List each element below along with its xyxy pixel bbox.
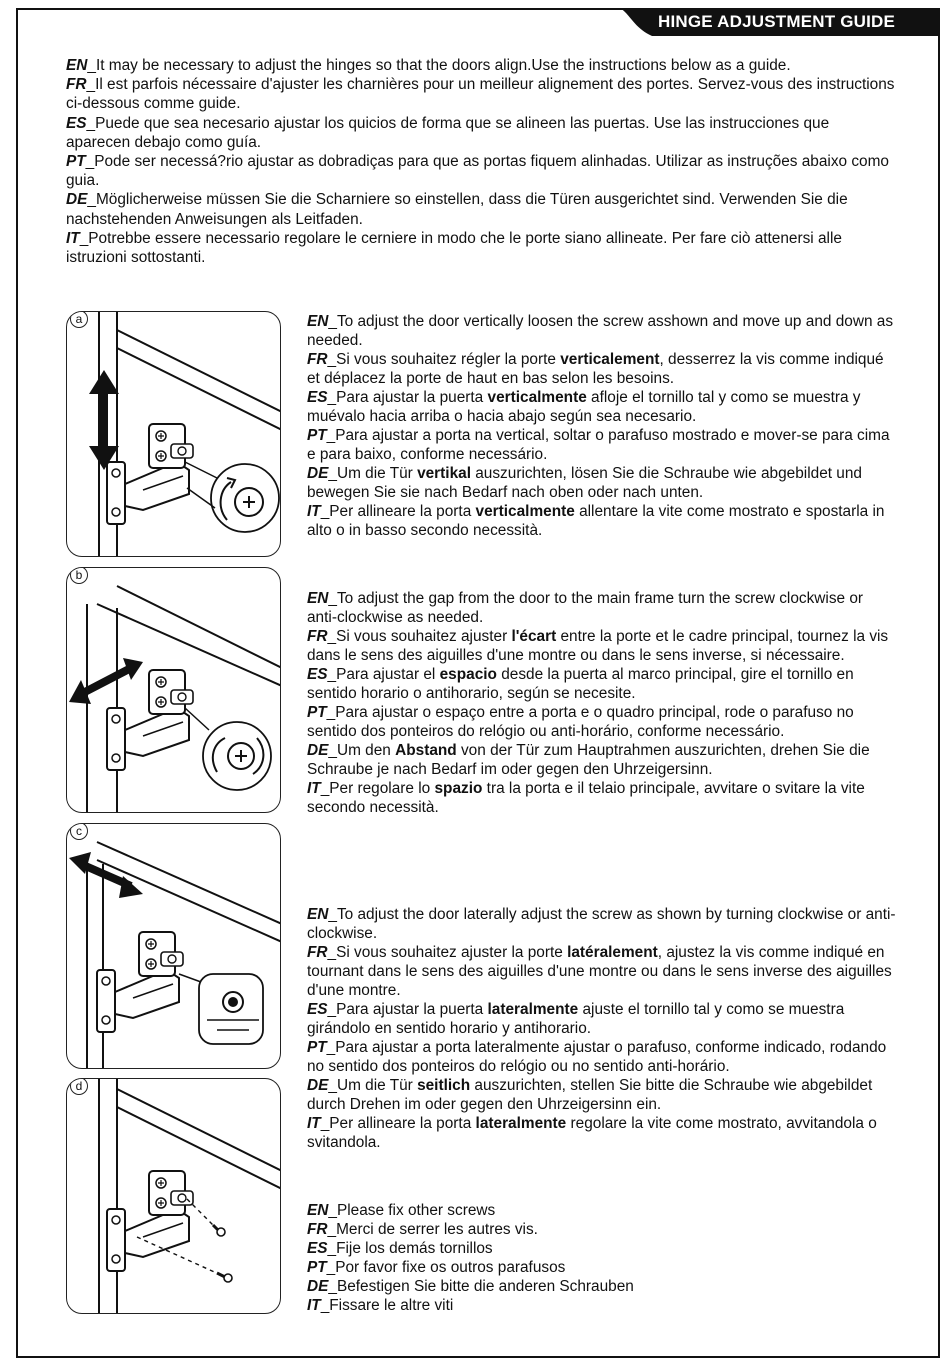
step-line: ES_Fije los demás tornillos [307,1240,493,1257]
vertical-arrow-icon [89,370,119,470]
step-line: PT_Para ajustar a porta lateralmente ajustar o parafuso, conforme indicado, rodando no sentido dos ponteiros do relógio ou no sentido anti-horário. [307,1039,887,1075]
step-c-text [307,905,897,1152]
step-line: DE_Um den Abstand von der Tür zum Hauptrahmen auszurichten, drehen Sie die Schraube je nach Bedarf im oder gegen den Uhrzeigersinn. [307,742,870,778]
diagram-panel-b [66,567,281,813]
step-line: IT_Per allineare la porta lateralmente regolare la vite come mostrato, avvitandola o svitandola. [307,1115,877,1151]
panel-badge: b [70,567,88,584]
panel-badge: d [70,1078,88,1095]
depth-arrow-icon [69,658,143,704]
step-line: FR_Si vous souhaitez ajuster la porte latéralement, ajustez la vis comme indiqué en tournant dans le sens des aiguilles d'une montre ou dans le sens inverse des aiguilles d'une montre. [307,944,892,999]
intro-line: IT_Potrebbe essere necessario regolare le cerniere in modo che le porte siano allineate. Per fare ciò attenersi alle istruzioni sottostanti. [66,229,842,267]
step-line: IT_Fissare le altre viti [307,1297,454,1314]
step-line: IT_Per allineare la porta verticalmente allentare la vite come mostrato e spostarla in alto o in basso secondo necessità. [307,503,885,539]
step-line: DE_Befestigen Sie bitte die anderen Schrauben [307,1278,634,1295]
panel-badge: a [70,311,88,328]
step-line: EN_Please fix other screws [307,1202,496,1219]
step-line: ES_Para ajustar el espacio desde la puerta al marco principal, gire el tornillo en sentido horario o antihorario, según se necesite. [307,666,854,702]
step-line: DE_Um die Tür seitlich auszurichten, stellen Sie bitte die Schraube wie abgebildet durch Drehen im oder gegen den Uhrzeigersinn ein. [307,1077,873,1113]
step-line: EN_To adjust the door vertically loosen the screw asshown and move up and down as needed. [307,313,894,349]
intro-line: ES_Puede que sea necesario ajustar los quicios de forma que se alineen las puertas. Use las instrucciones que aparecen debajo como guía. [66,114,830,151]
guide-title: HINGE ADJUSTMENT GUIDE [658,12,896,31]
step-line: PT_Para ajustar a porta na vertical, soltar o parafuso mostrado e mover-se para cima e para baixo, conforme necessário. [307,427,890,463]
step-line: FR_Merci de serrer les autres vis. [307,1221,538,1238]
intro-line: PT_Pode ser necessá?rio ajustar as dobradiças para que as portas fiquem alinhadas. Utilizar as instruções abaixo como guia. [66,153,889,190]
step-a-text [307,312,897,540]
step-line: IT_Per regolare lo spazio tra la porta e il telaio principale, avvitare o svitare la vite secondo necessità. [307,780,865,816]
intro-line: EN_It may be necessary to adjust the hinges so that the doors align.Use the instructions below as a guide. [66,57,791,74]
step-d-text [307,1201,897,1315]
diagram-panel-c [66,823,281,1069]
diagram-panel-d [66,1078,281,1314]
intro-line: DE_Möglicherweise müssen Sie die Scharniere so einstellen, dass die Türen ausgerichtet sind. Verwenden Sie die nachstehenden Anweisungen als Leitfaden. [66,191,848,228]
step-line: FR_Si vous souhaitez ajuster l'écart entre la porte et le cadre principal, tournez la vis dans le sens des aiguilles d'une montre ou dans le sens inverse, si nécessaire. [307,628,889,664]
step-line: PT_Para ajustar o espaço entre a porta e o quadro principal, rode o parafuso no sentido dos ponteiros do relógio ou anti-horário, conforme necessário. [307,704,854,740]
panel-badge: c [70,823,88,840]
step-line: ES_Para ajustar la puerta verticalmente afloje el tornillo tal y como se muestra y muévalo hacia arriba o hacia abajo según sea necesario. [307,389,861,425]
step-line: FR_Si vous souhaitez régler la porte verticalement, desserrez la vis comme indiqué et déplacez la porte de haut en bas selon les besoins. [307,351,884,387]
step-line: EN_To adjust the door laterally adjust the screw as shown by turning clockwise or anti-clockwise. [307,906,896,942]
intro-line: FR_Il est parfois nécessaire d'ajuster les charnières pour un meilleur alignement des portes. Servez-vous des instructions ci-dessous comme guide. [66,76,895,113]
step-line: DE_Um die Tür vertikal auszurichten, lösen Sie die Schraube wie abgebildet und bewegen Sie sie nach Bedarf nach oben oder nach unten. [307,465,862,501]
step-line: EN_To adjust the gap from the door to the main frame turn the screw clockwise or anti-clockwise as needed. [307,590,864,626]
step-b-text [307,589,897,817]
step-line: ES_Para ajustar la puerta lateralmente ajuste el tornillo tal y como se muestra girándolo en sentido horario y antihorario. [307,1001,845,1037]
intro-text [66,56,896,267]
step-line: PT_Por favor fixe os outros parafusos [307,1259,566,1276]
diagram-panel-a [66,311,281,557]
